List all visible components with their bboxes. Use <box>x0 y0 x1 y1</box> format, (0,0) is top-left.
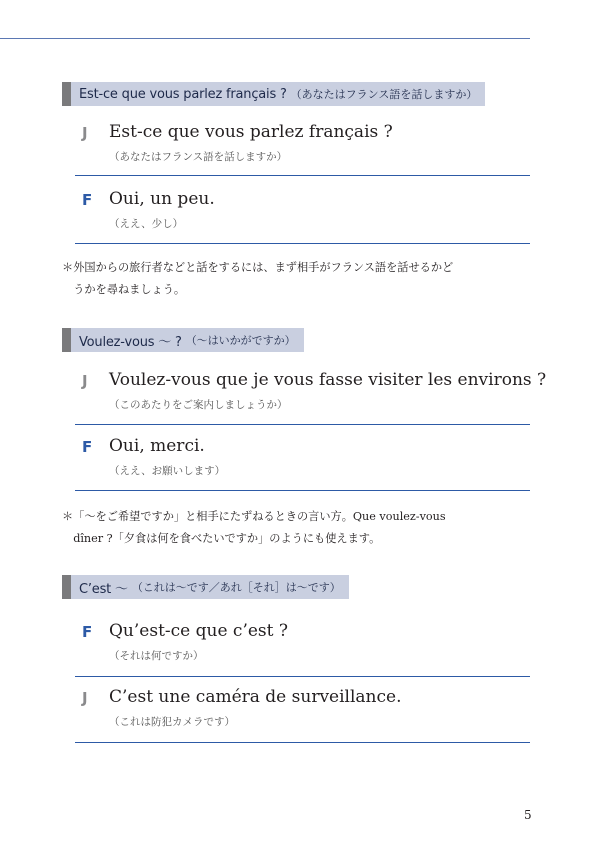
line-french: Voulez-vous que je vous fasse visiter les environs ? <box>109 370 547 390</box>
divider <box>75 676 530 677</box>
note-line: ＊「〜をご希望ですか」と相手にたずねるときの言い方。Que voulez-vous <box>62 510 446 523</box>
note <box>62 506 532 550</box>
line-french: Est-ce que vous parlez français ? <box>109 122 393 142</box>
page-number: 5 <box>524 808 532 822</box>
note-line: うかを尋ねましょう。 <box>62 283 186 296</box>
speaker-label: F <box>82 191 93 209</box>
note-line: ＊外国からの旅行者などと話をするには、まず相手がフランス語を話せるかど <box>62 261 454 274</box>
line-japanese: （これは防犯カメラです） <box>109 716 235 728</box>
section-title-ja: （あなたはフランス語を話しますか） <box>290 88 478 101</box>
divider <box>75 175 530 176</box>
speaker-label: J <box>82 124 88 142</box>
speaker-label: J <box>82 372 88 390</box>
note <box>62 257 532 301</box>
divider <box>75 742 530 743</box>
line-french: Oui, un peu. <box>109 189 215 209</box>
line-japanese: （ええ、お願いします） <box>109 465 226 477</box>
divider <box>75 424 530 425</box>
header-bar <box>62 328 71 352</box>
section-header <box>62 82 485 106</box>
divider <box>75 490 530 491</box>
line-japanese: （このあたりをご案内しましょうか） <box>109 399 288 411</box>
top-rule <box>0 38 530 39</box>
line-japanese: （ええ、少し） <box>109 218 184 230</box>
line-japanese: （それは何ですか） <box>109 650 204 662</box>
section-header <box>62 328 304 352</box>
header-bar <box>62 575 71 599</box>
section-title-fr: C’est 〜 <box>79 581 128 597</box>
divider <box>75 243 530 244</box>
header-bar <box>62 82 71 106</box>
section-title-ja: （これは〜です／あれ［それ］は〜です） <box>131 581 341 594</box>
section-header <box>62 575 349 599</box>
section-title-fr: Voulez-vous 〜 ? <box>79 334 182 350</box>
speaker-label: F <box>82 438 93 456</box>
line-french: Qu’est-ce que c’est ? <box>109 621 288 641</box>
line-french: Oui, merci. <box>109 436 205 456</box>
section-title-fr: Est-ce que vous parlez français ? <box>79 86 287 102</box>
speaker-label: F <box>82 623 93 641</box>
note-line: dîner ?「夕食は何を食べたいですか」のようにも使えます。 <box>62 532 381 545</box>
speaker-label: J <box>82 689 88 707</box>
section-title-ja: （〜はいかがですか） <box>185 334 296 347</box>
line-french: C’est une caméra de surveillance. <box>109 687 402 707</box>
line-japanese: （あなたはフランス語を話しますか） <box>109 151 288 163</box>
